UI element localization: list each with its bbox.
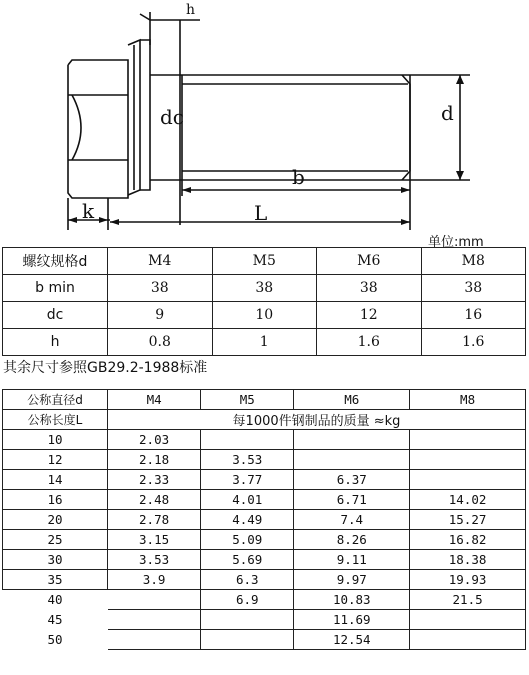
- spec-header-cell: M6: [317, 248, 422, 275]
- mass-value: 16.82: [410, 530, 526, 550]
- mass-header-cell: M4: [108, 390, 201, 410]
- mass-value: 5.09: [201, 530, 294, 550]
- standard-note: 其余尺寸参照GB29.2-1988标准: [3, 360, 208, 376]
- mass-value: 21.5: [410, 590, 526, 610]
- length-label: 公称长度L: [3, 410, 108, 430]
- spec-cell: 38: [212, 275, 317, 302]
- mass-value: 6.9: [201, 590, 294, 610]
- mass-value: [294, 450, 410, 470]
- mass-value: 3.15: [108, 530, 201, 550]
- spec-table: [2, 247, 526, 356]
- mass-value: 2.33: [108, 470, 201, 490]
- mass-value: [410, 470, 526, 490]
- label-k: k: [82, 199, 95, 223]
- mass-value: 9.11: [294, 550, 410, 570]
- spec-cell: 12: [317, 302, 422, 329]
- mass-row: [3, 450, 526, 470]
- mass-header-row: [3, 390, 526, 410]
- mass-value: [201, 610, 294, 630]
- spec-cell: 0.8: [108, 329, 213, 356]
- mass-row: [3, 490, 526, 510]
- mass-value: [108, 630, 201, 650]
- mass-value: 5.69: [201, 550, 294, 570]
- spec-row-label: b min: [3, 275, 108, 302]
- length-value: 14: [3, 470, 108, 490]
- length-value: 25: [3, 530, 108, 550]
- spec-cell: 38: [108, 275, 213, 302]
- label-dc: dc: [160, 105, 185, 129]
- label-h: h: [186, 2, 196, 18]
- mass-value: 18.38: [410, 550, 526, 570]
- mass-value: 6.37: [294, 470, 410, 490]
- mass-value: 3.53: [201, 450, 294, 470]
- label-d: d: [441, 101, 454, 125]
- mass-row: [3, 590, 526, 610]
- mass-value: [410, 610, 526, 630]
- mass-value: [294, 430, 410, 450]
- mass-caption: 每1000件钢制品的质量 ≈kg: [108, 410, 526, 430]
- spec-row-label: dc: [3, 302, 108, 329]
- mass-row: [3, 430, 526, 450]
- mass-value: 15.27: [410, 510, 526, 530]
- mass-value: [201, 430, 294, 450]
- spec-cell: 10: [212, 302, 317, 329]
- mass-value: 7.4: [294, 510, 410, 530]
- mass-value: [201, 630, 294, 650]
- unit-label: 单位:mm: [428, 235, 484, 250]
- mass-value: [410, 430, 526, 450]
- mass-value: 6.71: [294, 490, 410, 510]
- mass-value: [410, 450, 526, 470]
- mass-value: 10.83: [294, 590, 410, 610]
- mass-row: [3, 610, 526, 630]
- mass-header-cell: 公称直径d: [3, 390, 108, 410]
- length-value: 45: [47, 612, 63, 627]
- length-value: 12: [3, 450, 108, 470]
- spec-cell: 1.6: [317, 329, 422, 356]
- mass-value: 3.77: [201, 470, 294, 490]
- bolt-drawing: [0, 0, 529, 232]
- spec-cell: 16: [421, 302, 526, 329]
- mass-value: [108, 590, 201, 610]
- mass-value: 3.53: [108, 550, 201, 570]
- length-value: 35: [3, 570, 108, 590]
- length-value: 40: [47, 592, 63, 607]
- mass-row: [3, 550, 526, 570]
- mass-value: 11.69: [294, 610, 410, 630]
- mass-header-cell: M8: [410, 390, 526, 410]
- mass-value: 12.54: [294, 630, 410, 650]
- length-value: 50: [47, 632, 63, 647]
- mass-value: 6.3: [201, 570, 294, 590]
- spec-header-cell: 螺纹规格d: [3, 248, 108, 275]
- length-value: 30: [3, 550, 108, 570]
- mass-value: [410, 630, 526, 650]
- mass-value: 9.97: [294, 570, 410, 590]
- spec-cell: 1.6: [421, 329, 526, 356]
- mass-header-cell: M6: [294, 390, 410, 410]
- mass-row: [3, 470, 526, 490]
- mass-value: 2.18: [108, 450, 201, 470]
- mass-value: 2.48: [108, 490, 201, 510]
- mass-row: [3, 510, 526, 530]
- label-L: L: [254, 201, 268, 225]
- mass-value: 2.03: [108, 430, 201, 450]
- mass-value: 8.26: [294, 530, 410, 550]
- mass-table: [2, 389, 526, 650]
- spec-row: [3, 302, 526, 329]
- mass-header-cell: M5: [201, 390, 294, 410]
- spec-cell: 9: [108, 302, 213, 329]
- mass-value: 19.93: [410, 570, 526, 590]
- spec-cell: 38: [421, 275, 526, 302]
- spec-cell: 1: [212, 329, 317, 356]
- mass-subheader-row: [3, 410, 526, 430]
- length-value: 16: [3, 490, 108, 510]
- spec-header-cell: M8: [421, 248, 526, 275]
- mass-value: 3.9: [108, 570, 201, 590]
- spec-cell: 38: [317, 275, 422, 302]
- mass-value: [108, 610, 201, 630]
- length-value: 20: [3, 510, 108, 530]
- length-value: 10: [3, 430, 108, 450]
- label-b: b: [292, 165, 305, 189]
- mass-row: [3, 570, 526, 590]
- mass-value: 14.02: [410, 490, 526, 510]
- spec-row: [3, 275, 526, 302]
- mass-row: [3, 630, 526, 650]
- spec-header-cell: M4: [108, 248, 213, 275]
- mass-value: 4.49: [201, 510, 294, 530]
- spec-header-row: [3, 248, 526, 275]
- mass-value: 4.01: [201, 490, 294, 510]
- spec-row: [3, 329, 526, 356]
- spec-row-label: h: [3, 329, 108, 356]
- mass-row: [3, 530, 526, 550]
- spec-header-cell: M5: [212, 248, 317, 275]
- mass-value: 2.78: [108, 510, 201, 530]
